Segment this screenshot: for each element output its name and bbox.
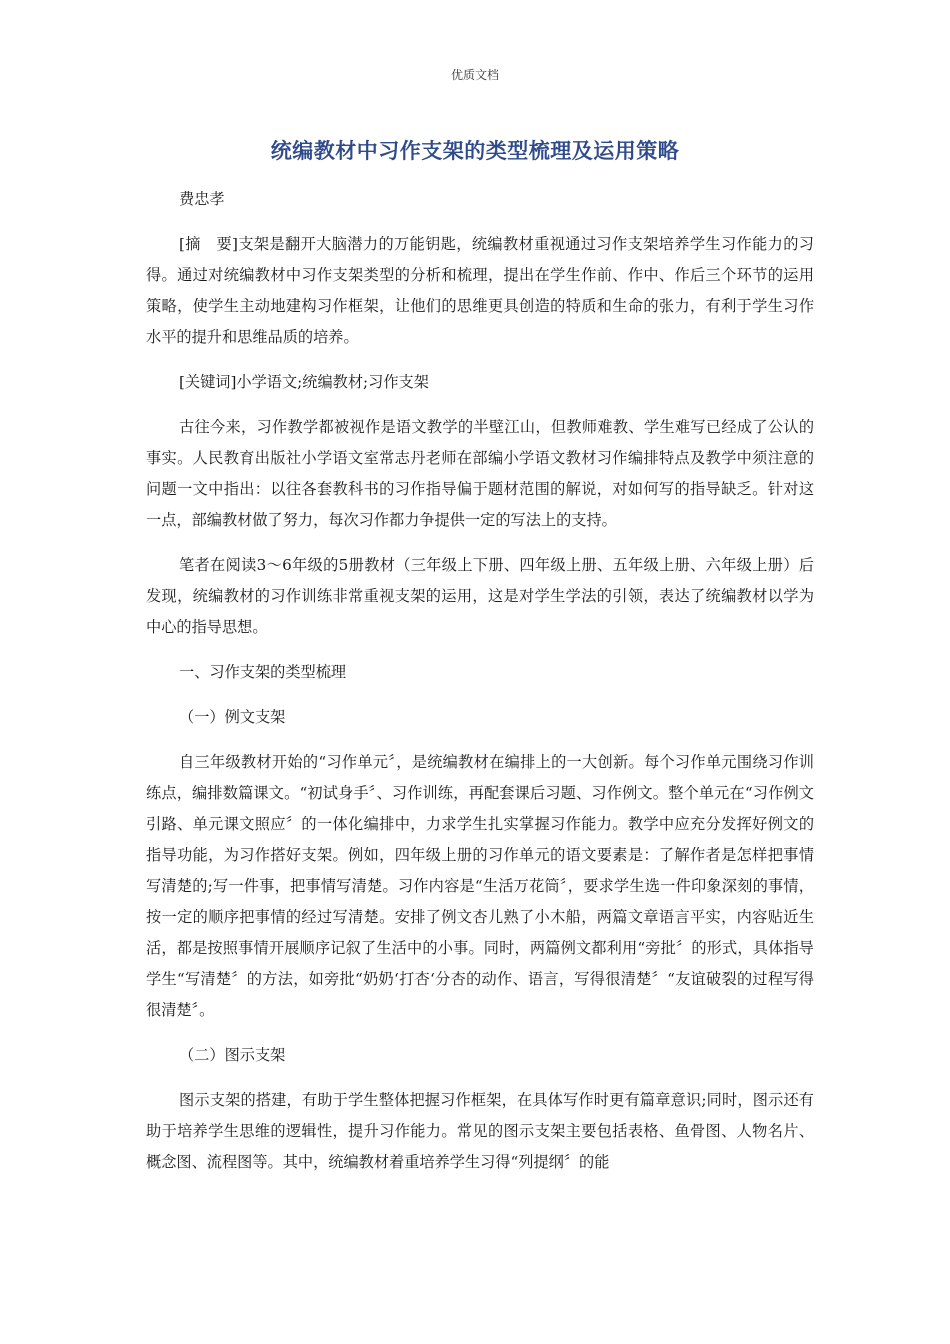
body-paragraph-1: 古往今来，习作教学都被视作是语文教学的半壁江山，但教师难教、学生难写已经成了公认的事实。人民教育出版社小学语文室常志丹老师在部编小学语文教材习作编排特点及教学中须注意的问题一文中指出：以往各套教科书的习作指导偏于题材范围的解说，对如何写的指导缺乏。针对这一点，部编教材做了努力，每次习作都力争提供一定的写法上的支持。 — [146, 418, 814, 529]
abstract-paragraph: [摘 要]支架是翻开大脑潜力的万能钥匙，统编教材重视通过习作支架培养学生习作能力的习得。通过对统编教材中习作支架类型的分析和梳理，提出在学生作前、作中、作后三个环节的运用策略，使学生主动地建构习作框架，让他们的思维更具创造的特质和生命的张力，有利于学生习作水平的提升和思维品质的培养。 — [146, 235, 814, 346]
keywords-paragraph: [关键词]小学语文;统编教材;习作支架 — [179, 373, 429, 391]
subsection-heading-2: （二）图示支架 — [179, 1046, 286, 1064]
body-paragraph-3: 自三年级教材开始的“习作单元〞，是统编教材在编排上的一大创新。每个习作单元围绕习作训练点，编排数篇课文。“初试身手〞、习作训练，再配套课后习题、习作例文。整个单元在“习作例文引路、单元课文照应〞的一体化编排中，力求学生扎实掌握习作能力。教学中应充分发挥好例文的指导功能，为习作搭好支架。例如，四年级上册的习作单元的语文要素是：了解作者是怎样把事情写清楚的;写一件事，把事情写清楚。习作内容是“生活万花筒〞，要求学生选一件印象深刻的事情，按一定的顺序把事情的经过写清楚。安排了例文杏儿熟了小木船，两篇文章语言平实，内容贴近生活，都是按照事情开展顺序记叙了生活中的小事。同时，两篇例文都利用“旁批〞的形式，具体指导学生“写清楚〞的方法，如旁批“奶奶‘打杏‘分杏的动作、语言，写得很清楚〞“友谊破裂的过程写得很清楚〞。 — [146, 753, 814, 1019]
body-paragraph-2: 笔者在阅读3～6年级的5册教材（三年级上下册、四年级上册、五年级上册、六年级上册）后发现，统编教材的习作训练非常重视支架的运用，这是对学生学法的引领，表达了统编教材以学为中心的指导思想。 — [146, 556, 814, 636]
body-paragraph-4: 图示支架的搭建，有助于学生整体把握习作框架，在具体写作时更有篇章意识;同时，图示还有助于培养学生思维的逻辑性，提升习作能力。常见的图示支架主要包括表格、鱼骨图、人物名片、概念图、流程图等。其中，统编教材着重培养学生习得“列提纲〞的能 — [146, 1091, 814, 1171]
section-heading-1: 一、习作支架的类型梳理 — [179, 663, 347, 681]
author-name: 费忠孝 — [179, 190, 225, 208]
page-header: 优质文档 — [450, 68, 499, 82]
subsection-heading-1: （一）例文支架 — [179, 708, 286, 726]
document-body — [146, 184, 814, 1178]
document-title: 统编教材中习作支架的类型梳理及运用策略 — [270, 139, 680, 163]
